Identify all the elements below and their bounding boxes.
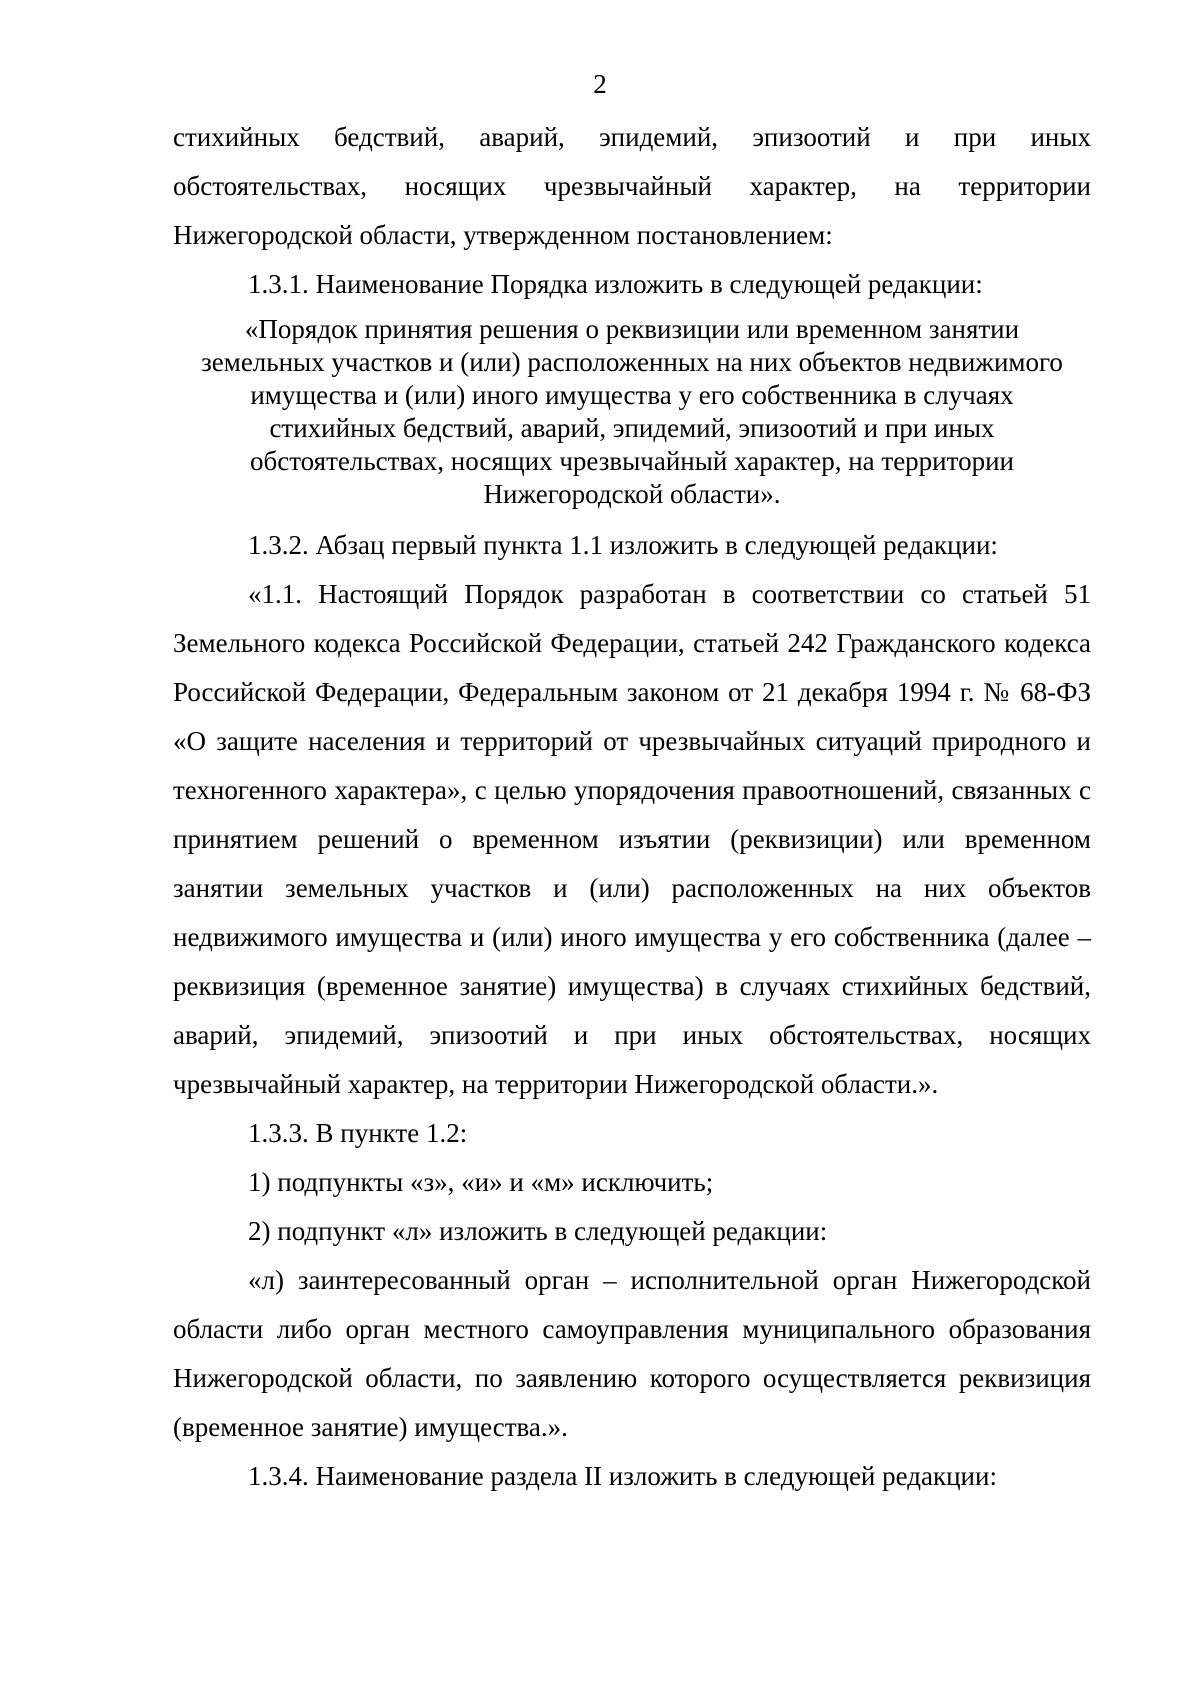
quoted-title — [173, 313, 1091, 511]
document-body — [173, 113, 1091, 1501]
quoted-title-line: имущества и (или) иного имущества у его собственника в случаях — [250, 380, 1014, 410]
paragraph-1-3-3: 1.3.3. В пункте 1.2: — [248, 1118, 468, 1148]
paragraph-1-3-2: 1.3.2. Абзац первый пункта 1.1 изложить в следующей редакции: — [248, 530, 998, 560]
page-number: 2 — [593, 69, 607, 99]
quoted-title-line: стихийных бедствий, аварий, эпидемий, эпизоотий и при иных — [269, 413, 995, 443]
paragraph-continuation: стихийных бедствий, аварий, эпидемий, эпизоотий и при иных обстоятельствах, носящих чрезвычайный характер, на территории Нижегородской области, утвержденном постановлением: — [173, 122, 1091, 250]
list-item-1: 1) подпункты «з», «и» и «м» исключить; — [248, 1167, 714, 1197]
list-item-2: 2) подпункт «л» изложить в следующей редакции: — [248, 1216, 828, 1246]
quoted-title-line: Нижегородской области». — [483, 479, 781, 509]
quoted-title-line: земельных участков и (или) расположенных на них объектов недвижимого — [201, 347, 1063, 377]
paragraph-1-3-4: 1.3.4. Наименование раздела II изложить в следующей редакции: — [248, 1461, 997, 1491]
paragraph-1-1-text: «1.1. Настоящий Порядок разработан в соответствии со статьей 51 Земельного кодекса Российской Федерации, статьей 242 Гражданского кодекса Российской Федерации, Федеральным законом от 21 декабря 1994 г. № 68-ФЗ «О защите населения и территорий от чрезвычайных ситуаций природного и техногенного характера», с целью упорядочения правоотношений, связанных с принятием решений о временном изъятии (реквизиции) или временном занятии земельных участков и (или) расположенных на них объектов недвижимого имущества и (или) иного имущества у его собственника (далее – реквизиция (временное занятие) имущества) в случаях стихийных бедствий, аварий, эпидемий, эпизоотий и при иных обстоятельствах, носящих чрезвычайный характер, на территории Нижегородской области.». — [173, 579, 1091, 1099]
paragraph-1-3-1: 1.3.1. Наименование Порядка изложить в следующей редакции: — [248, 269, 983, 299]
paragraph-subitem-l: «л) заинтересованный орган – исполнительной орган Нижегородской области либо орган местного самоуправления муниципального образования Нижегородской области, по заявлению которого осуществляется реквизиция (временное занятие) имущества.». — [173, 1265, 1091, 1442]
quoted-title-line: «Порядок принятия решения о реквизиции или временном занятии — [244, 314, 1020, 344]
quoted-title-line: обстоятельствах, носящих чрезвычайный характер, на территории — [250, 446, 1014, 476]
